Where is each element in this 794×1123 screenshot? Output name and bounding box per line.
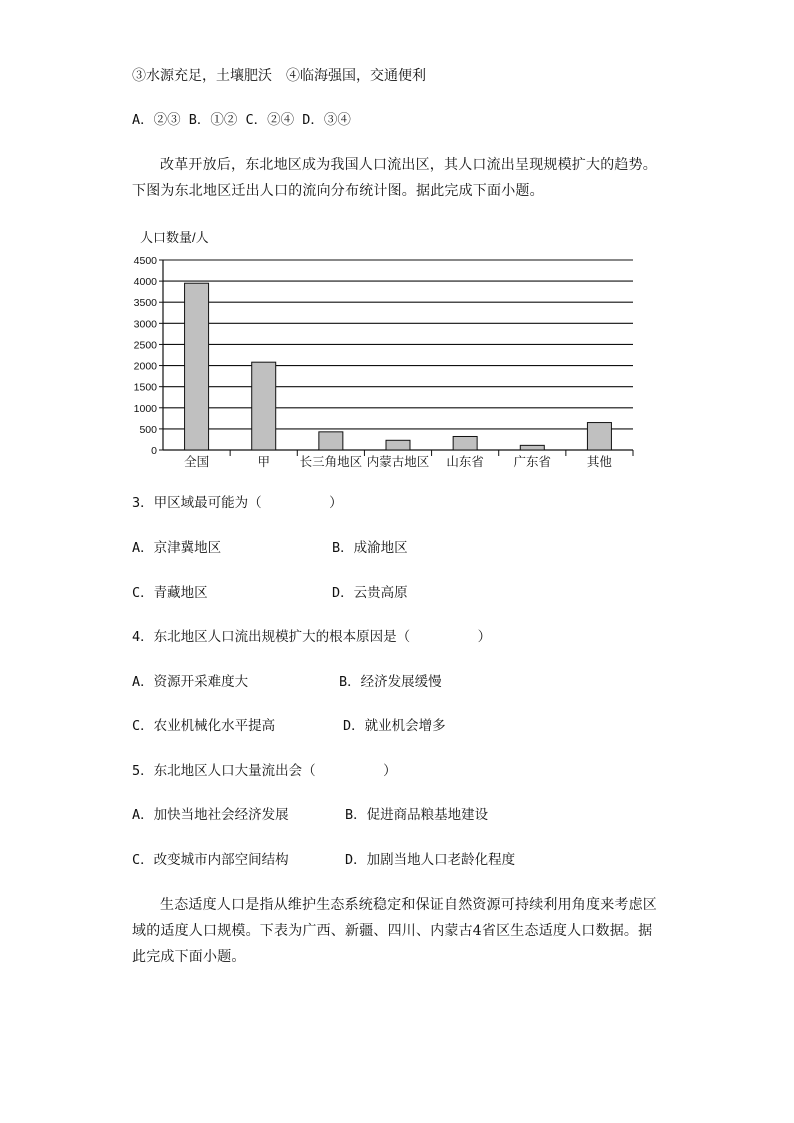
q3-option-b: B．成渝地区	[332, 540, 408, 556]
y-axis-title: 人口数量/人	[140, 230, 209, 245]
x-tick-label: 全国	[184, 455, 210, 469]
y-tick-label: 3500	[133, 297, 157, 310]
q5-option-a: A．加快当地社会经济发展	[132, 807, 289, 823]
q3-option-a: A．京津冀地区	[132, 540, 222, 556]
y-tick-label: 1000	[133, 402, 157, 415]
y-tick-label: 4500	[133, 255, 157, 267]
answer-choices-line: A．②③ B．①② C．②④ D．③④	[132, 112, 351, 128]
y-tick-label: 2000	[133, 360, 157, 373]
bar-6	[587, 423, 611, 450]
y-tick-label: 4000	[133, 276, 157, 289]
x-tick-label: 山东省	[446, 455, 484, 469]
q4-option-c: C．农业机械化水平提高	[132, 718, 276, 734]
q3-option-d: D．云贵高原	[332, 585, 408, 601]
y-tick-label: 1500	[133, 381, 157, 394]
x-tick-label: 其他	[586, 455, 612, 469]
q3-option-c: C．青藏地区	[132, 585, 208, 601]
q5-option-b: B．促进商品粮基地建设	[345, 807, 489, 823]
q4-option-a: A．资源开采难度大	[132, 674, 249, 690]
y-tick-label: 500	[139, 423, 157, 436]
question-4-stem: 4．东北地区人口流出规模扩大的根本原因是（ ）	[132, 629, 492, 645]
question-3-stem: 3．甲区域最可能为（ ）	[132, 495, 343, 511]
q5-option-c: C．改变城市内部空间结构	[132, 852, 289, 868]
intro-paragraph-2: 生态适度人口是指从维护生态系统稳定和保证自然资源可持续利用角度来考虑区域的适度人口规模。下表为广西、新疆、四川、内蒙古4省区生态适度人口数据。据此完成下面小题。	[132, 897, 657, 965]
y-tick-label: 3000	[133, 318, 157, 331]
q4-option-d: D．就业机会增多	[343, 718, 446, 734]
y-tick-label: 0	[151, 445, 157, 457]
y-tick-label: 2500	[133, 339, 157, 352]
bar-5	[520, 445, 544, 450]
bar-3	[386, 440, 410, 450]
x-tick-label: 广东省	[513, 455, 552, 469]
q4-option-b: B．经济发展缓慢	[339, 674, 442, 690]
x-tick-label: 内蒙古地区	[366, 455, 430, 469]
migration-bar-chart	[118, 225, 648, 475]
bar-4	[453, 436, 477, 450]
x-tick-label: 长三角地区	[299, 455, 363, 469]
option-line-3-4: ③水源充足，土壤肥沃 ④临海强国，交通便利	[132, 68, 426, 84]
bar-1	[252, 362, 276, 450]
bar-0	[185, 283, 209, 450]
intro-paragraph-1: 改革开放后，东北地区成为我国人口流出区，其人口流出呈现规模扩大的趋势。下图为东北地区迁出人口的流向分布统计图。据此完成下面小题。	[132, 157, 657, 199]
q5-option-d: D．加剧当地人口老龄化程度	[345, 852, 516, 868]
x-tick-label: 甲	[257, 455, 270, 469]
bar-2	[319, 432, 343, 450]
question-5-stem: 5．东北地区人口大量流出会（ ）	[132, 763, 397, 779]
